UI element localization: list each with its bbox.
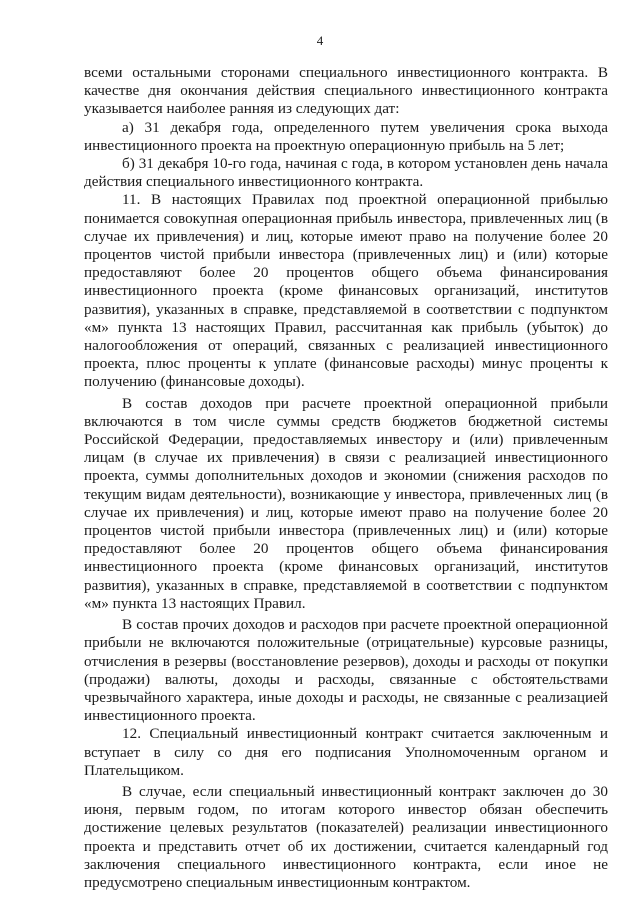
paragraph-date-b: б) 31 декабря 10-го года, начиная с года, в котором установлен день начала действия специального инвестиционного контракта. (84, 155, 608, 191)
paragraph-income-composition: В состав доходов при расчете проектной операционной прибыли включаются в том числе суммы средств бюджетов бюджетной системы Российской Федерации, предоставляемых инвестору и (или) привлеченным лицам (в случае их привлечения) в связи с реализацией инвестиционного проекта, суммы дополнительных доходов и экономии (снижения расходов по текущим видам деятельности), возникающие у инвестора, привлеченных лиц (в случае их привлечения) и лиц, которые имеют право на получение более 20 процентов чистой прибыли инвестора (привлеченных лиц) и (или) которые предоставляют более 20 процентов общего объема финансирования инвестиционного проекта (кроме финансовых организаций, институтов развития), указанных в справке, представляемой в соответствии с подпунктом «м» пункта 13 настоящих Правил. (84, 394, 608, 612)
paragraph-continuation: всеми остальными сторонами специального инвестиционного контракта. В качестве дня окончания действия специального инвестиционного контракта указывается наиболее ранняя из следующих дат: (84, 64, 608, 118)
paragraph-clause-11: 11. В настоящих Правилах под проектной операционной прибылью понимается совокупная операционная прибыль инвестора, привлеченных лиц (в случае их привлечения) и лиц, которые имеют право на получение более 20 процентов чистой прибыли инвестора (привлеченных лиц) и (или) которые предоставляют более 20 процентов общего объема финансирования инвестиционного проекта (кроме финансовых организаций, институтов развития), указанных в справке, представляемой в соответствии с подпунктом «м» пункта 13 настоящих Правил, рассчитанная как прибыль (убыток) до налогообложения от операций, связанных с реализацией инвестиционного проекта, плюс проценты к уплате (финансовые расходы) минус проценты к получению (финансовые доходы). (84, 191, 608, 391)
document-body (84, 64, 608, 892)
paragraph-other-income: В состав прочих доходов и расходов при расчете проектной операционной прибыли не включаются положительные (отрицательные) курсовые разницы, отчисления в резервы (восстановление резервов), доходы и расходы от покупки (продажи) валюты, доходы и расходы, связанные с обстоятельствами чрезвычайного характера, иные доходы и расходы, не связанные с реализацией инвестиционного проекта. (84, 616, 608, 725)
paragraph-clause-12: 12. Специальный инвестиционный контракт считается заключенным и вступает в силу со дня его подписания Уполномоченным органом и Плательщиком. (84, 725, 608, 779)
paragraph-first-year: В случае, если специальный инвестиционный контракт заключен до 30 июня, первым годом, по итогам которого инвестор обязан обеспечить достижение целевых результатов (показателей) реализации инвестиционного проекта и представить отчет об их достижении, считается календарный год заключения специального инвестиционного контракта, если иное не предусмотрено специальным инвестиционным контрактом. (84, 782, 608, 891)
paragraph-date-a: а) 31 декабря года, определенного путем увеличения срока выхода инвестиционного проекта на проектную операционную прибыль на 5 лет; (84, 118, 608, 154)
page-number: 4 (316, 33, 324, 48)
